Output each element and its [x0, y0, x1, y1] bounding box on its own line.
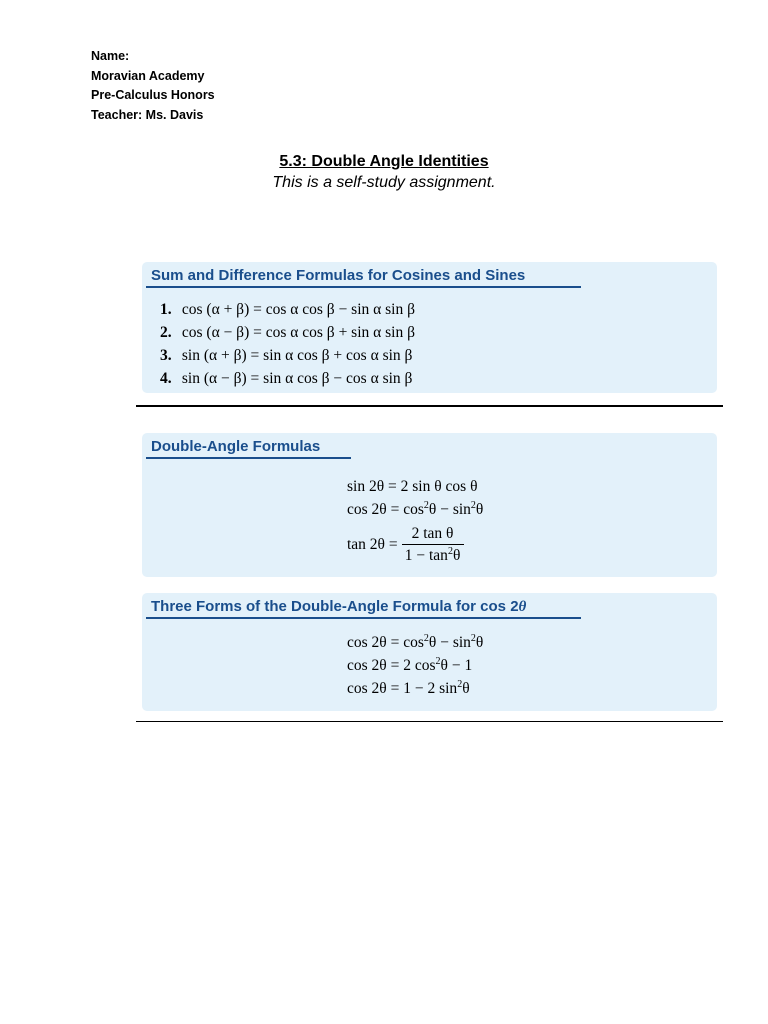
double-angle-box	[142, 433, 717, 577]
numerator: 2 tan θ	[402, 523, 464, 545]
theta: θ	[440, 657, 448, 674]
cos-term: cos	[403, 634, 424, 651]
theta: θ	[428, 634, 437, 651]
cos-term: 2 cos	[403, 657, 436, 674]
formula-rhs: cos α cos β − sin α sin β	[265, 301, 415, 318]
operator: −	[440, 634, 449, 651]
operator: −	[440, 501, 449, 518]
page-subtitle: This is a self-study assignment.	[272, 174, 496, 191]
formula-number: 4.	[160, 370, 172, 387]
equals-sign: =	[253, 301, 262, 318]
sin-term: sin	[452, 501, 471, 518]
formula-row	[160, 298, 415, 321]
equals-sign: =	[390, 501, 400, 518]
theta: θ	[475, 501, 484, 518]
formula-lhs: cos 2θ	[347, 657, 387, 674]
double-angle-formulas	[347, 475, 483, 566]
heading-theta: θ	[518, 599, 527, 615]
sum-difference-box	[142, 262, 717, 393]
formula-rhs: sin α cos β + cos α sin β	[263, 347, 413, 364]
sin-term: sin	[452, 634, 471, 651]
formula-number: 2.	[160, 324, 172, 341]
formula-lhs: cos 2θ	[347, 634, 387, 651]
heading-text: Three Forms of the Double-Angle Formula for cos 2	[151, 598, 519, 615]
sum-difference-heading: Sum and Difference Formulas for Cosines and Sines	[146, 266, 581, 288]
cos-form-1	[347, 631, 483, 654]
formula-number: 1.	[160, 301, 172, 318]
formula-row	[160, 367, 415, 390]
name-line: Name:	[91, 49, 130, 63]
cos-form-3	[347, 677, 483, 700]
teacher-line: Teacher: Ms. Davis	[91, 107, 204, 122]
equals-sign: =	[388, 478, 397, 495]
tan-double-formula	[347, 523, 483, 566]
exponent: 2	[423, 633, 429, 644]
formula-row	[160, 321, 415, 344]
exponent: 2	[447, 546, 453, 557]
sum-difference-list	[160, 298, 415, 390]
three-forms-box	[142, 593, 717, 711]
double-angle-heading: Double-Angle Formulas	[146, 437, 351, 459]
header-info	[91, 47, 215, 125]
theta: θ	[475, 634, 484, 651]
equals-sign: =	[390, 680, 400, 697]
exponent: 2	[457, 679, 463, 690]
remainder: − 1	[451, 657, 473, 674]
equals-sign: =	[390, 657, 400, 674]
exponent: 2	[470, 633, 476, 644]
formula-row	[160, 344, 415, 367]
equals-sign: =	[250, 370, 260, 387]
cos-form-2	[347, 654, 483, 677]
bottom-divider	[136, 721, 723, 722]
school-line: Moravian Academy	[91, 68, 205, 83]
theta: θ	[462, 680, 470, 697]
formula-lhs: cos 2θ	[347, 501, 387, 518]
exponent: 2	[470, 500, 476, 511]
page-title: 5.3: Double Angle Identities	[279, 153, 489, 170]
denominator	[405, 545, 461, 566]
sin-double-formula	[347, 475, 483, 498]
formula-lhs: tan 2θ	[347, 536, 385, 553]
equals-sign: =	[388, 536, 398, 553]
equals-sign: =	[253, 324, 262, 341]
formula-number: 3.	[160, 347, 172, 364]
exponent: 2	[423, 500, 429, 511]
title-block	[0, 151, 768, 193]
exponent: 2	[435, 656, 441, 667]
formula-lhs: cos (α − β)	[181, 324, 250, 341]
three-forms-heading	[146, 597, 581, 619]
formula-rhs: cos α cos β + sin α sin β	[265, 324, 415, 341]
section-divider	[136, 405, 723, 407]
formula-rhs: sin α cos β − cos α sin β	[263, 370, 413, 387]
theta: θ	[428, 501, 437, 518]
formula-lhs: sin 2θ	[347, 478, 385, 495]
cos-double-formula	[347, 498, 483, 521]
fraction	[402, 523, 464, 566]
formula-lhs: sin (α + β)	[181, 347, 247, 364]
equals-sign: =	[390, 634, 400, 651]
equals-sign: =	[250, 347, 260, 364]
sin-term: 1 − 2 sin	[403, 680, 458, 697]
formula-lhs: sin (α − β)	[181, 370, 247, 387]
den-term: 1 − tan	[404, 547, 448, 564]
course-line: Pre-Calculus Honors	[91, 88, 215, 102]
cos-term: cos	[403, 501, 424, 518]
theta: θ	[452, 547, 461, 564]
three-forms-formulas	[347, 631, 483, 700]
formula-rhs: 2 sin θ cos θ	[400, 478, 478, 495]
formula-lhs: cos (α + β)	[181, 301, 250, 318]
formula-lhs: cos 2θ	[347, 680, 387, 697]
